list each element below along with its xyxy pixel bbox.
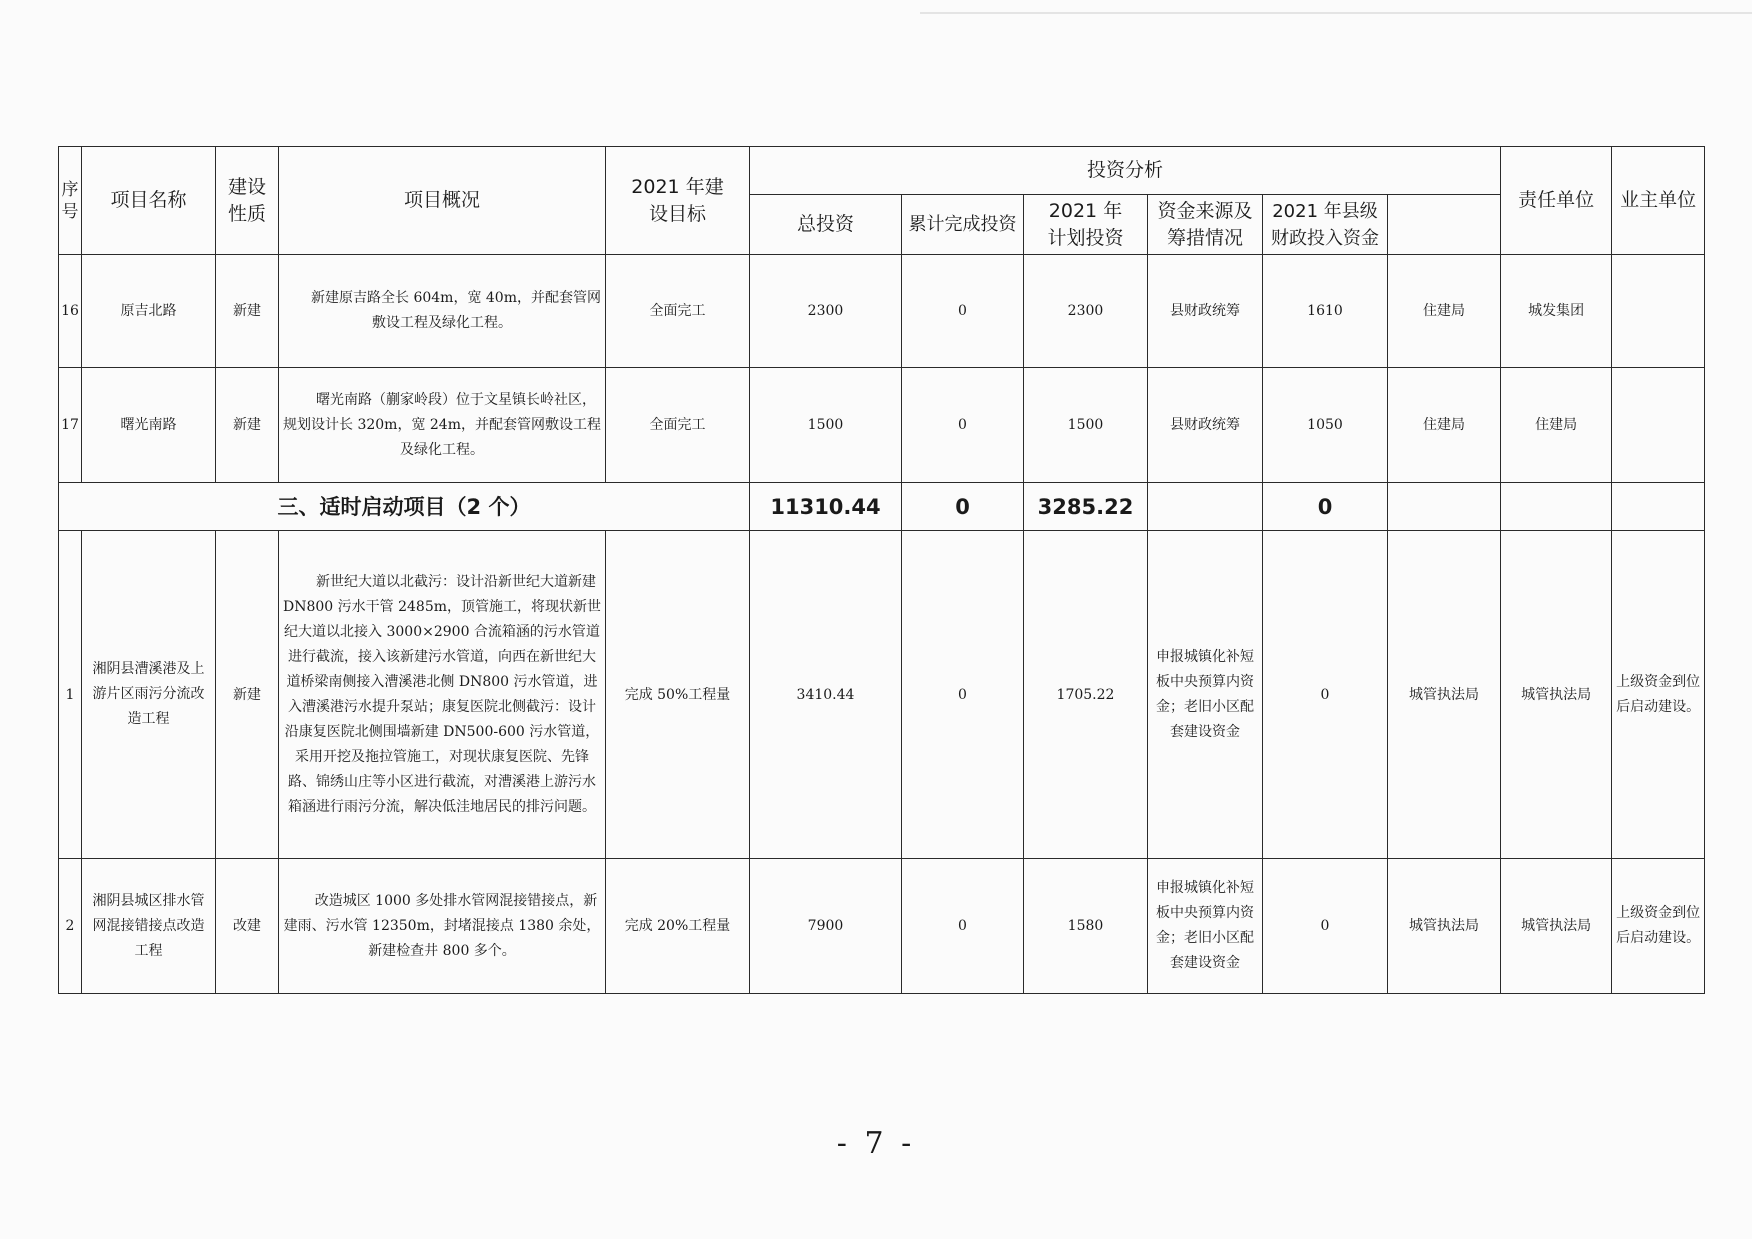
row-nature: 新建 [216, 255, 279, 368]
row-resp: 住建局 [1388, 255, 1501, 368]
row-total: 7900 [750, 859, 902, 994]
row-name: 湘阴县漕溪港及上游片区雨污分流改造工程 [82, 531, 216, 859]
row-source: 县财政统筹 [1148, 255, 1263, 368]
row-remark: 上级资金到位后启动建设。 [1612, 859, 1705, 994]
row-resp: 住建局 [1388, 368, 1501, 483]
col-county-fund-header: 2021 年县级财政投入资金 [1263, 195, 1388, 255]
page-number: - 7 - [836, 1126, 916, 1161]
row-nature: 新建 [216, 368, 279, 483]
col-plan-header: 2021 年计划投资 [1024, 195, 1148, 255]
col-owner-header: 业主单位 [1612, 147, 1705, 255]
row-county-fund: 0 [1263, 859, 1388, 994]
row-target: 全面完工 [606, 255, 750, 368]
row-name: 原吉北路 [82, 255, 216, 368]
row-plan: 1500 [1024, 368, 1148, 483]
section-subtotal-row [59, 483, 1705, 531]
col-overview-header: 项目概况 [279, 147, 606, 255]
section-source [1148, 483, 1263, 531]
investment-table [58, 146, 1705, 994]
row-plan: 1580 [1024, 859, 1148, 994]
row-name: 湘阴县城区排水管网混接错接点改造工程 [82, 859, 216, 994]
table-row [59, 859, 1705, 994]
row-plan: 1705.22 [1024, 531, 1148, 859]
section-title: 三、适时启动项目（2 个） [59, 483, 750, 531]
row-owner: 城管执法局 [1501, 859, 1612, 994]
row-total: 2300 [750, 255, 902, 368]
row-cumulative: 0 [902, 531, 1024, 859]
col-resp-header: 责任单位 [1501, 147, 1612, 255]
section-county-fund: 0 [1263, 483, 1388, 531]
section-plan: 3285.22 [1024, 483, 1148, 531]
row-remark: 上级资金到位后启动建设。 [1612, 531, 1705, 859]
row-county-fund: 1610 [1263, 255, 1388, 368]
col-nature-header: 建设性质 [216, 147, 279, 255]
row-overview: 改造城区 1000 多处排水管网混接错接点，新建雨、污水管 12350m，封堵混接点 1380 余处，新建检查井 800 多个。 [279, 859, 606, 994]
row-county-fund: 0 [1263, 531, 1388, 859]
row-remark [1612, 255, 1705, 368]
row-nature: 改建 [216, 859, 279, 994]
section-remark [1612, 483, 1705, 531]
row-resp: 城管执法局 [1388, 531, 1501, 859]
row-county-fund: 1050 [1263, 368, 1388, 483]
investment-analysis-header: 投资分析 [750, 147, 1501, 195]
row-seq: 17 [59, 368, 82, 483]
col-source-header: 资金来源及筹措情况 [1148, 195, 1263, 255]
row-owner: 城管执法局 [1501, 531, 1612, 859]
scan-artifact-line [920, 12, 1752, 14]
section-cumulative: 0 [902, 483, 1024, 531]
row-overview: 新世纪大道以北截污：设计沿新世纪大道新建 DN800 污水干管 2485m，顶管施工，将现状新世纪大道以北接入 3000×2900 合流箱涵的污水管道进行截流，接入该新建污水管道，向西在新世纪大道桥梁南侧接入漕溪港北侧 DN800 污水管道，进入漕溪港污水提升泵站；康复医院北侧截污：设计沿康复医院北侧围墙新建 DN500-600 污水管道，采用开挖及拖拉管施工，对现状康复医院、先锋路、锦绣山庄等小区进行截流，对漕溪港上游污水箱涵进行雨污分流，解决低洼地居民的排污问题。 [279, 531, 606, 859]
table-row [59, 531, 1705, 859]
row-target: 全面完工 [606, 368, 750, 483]
row-total: 1500 [750, 368, 902, 483]
row-cumulative: 0 [902, 368, 1024, 483]
col-seq-header: 序号 [59, 147, 82, 255]
row-cumulative: 0 [902, 255, 1024, 368]
row-seq: 2 [59, 859, 82, 994]
row-target: 完成 20%工程量 [606, 859, 750, 994]
row-nature: 新建 [216, 531, 279, 859]
row-source: 申报城镇化补短板中央预算内资金；老旧小区配套建设资金 [1148, 531, 1263, 859]
col-name-header: 项目名称 [82, 147, 216, 255]
row-remark [1612, 368, 1705, 483]
row-cumulative: 0 [902, 859, 1024, 994]
row-name: 曙光南路 [82, 368, 216, 483]
table-row [59, 255, 1705, 368]
table-row [59, 368, 1705, 483]
section-total: 11310.44 [750, 483, 902, 531]
row-owner: 城发集团 [1501, 255, 1612, 368]
row-seq: 16 [59, 255, 82, 368]
section-resp [1388, 483, 1501, 531]
row-overview: 新建原吉路全长 604m，宽 40m，并配套管网敷设工程及绿化工程。 [279, 255, 606, 368]
row-source: 县财政统筹 [1148, 368, 1263, 483]
row-owner: 住建局 [1501, 368, 1612, 483]
row-overview: 曙光南路（蒯家岭段）位于文星镇长岭社区，规划设计长 320m，宽 24m，并配套管网敷设工程及绿化工程。 [279, 368, 606, 483]
col-target-header: 2021 年建设目标 [606, 147, 750, 255]
row-target: 完成 50%工程量 [606, 531, 750, 859]
col-total-header: 总投资 [750, 195, 902, 255]
row-seq: 1 [59, 531, 82, 859]
section-owner [1501, 483, 1612, 531]
row-source: 申报城镇化补短板中央预算内资金；老旧小区配套建设资金 [1148, 859, 1263, 994]
col-cumulative-header: 累计完成投资 [902, 195, 1024, 255]
header-row-1 [59, 147, 1705, 195]
row-resp: 城管执法局 [1388, 859, 1501, 994]
row-plan: 2300 [1024, 255, 1148, 368]
row-total: 3410.44 [750, 531, 902, 859]
